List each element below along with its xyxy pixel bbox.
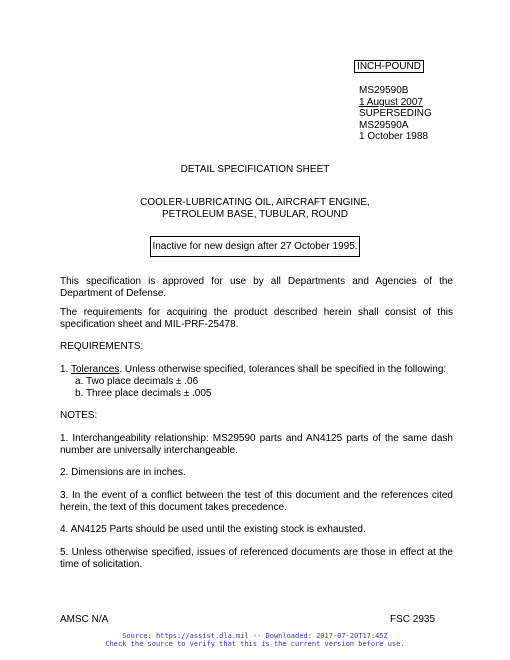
previous-doc-number: MS29590A [359,119,409,131]
title-line-2: PETROLEUM BASE, TUBULAR, ROUND [162,209,348,220]
inch-pound-label: INCH-POUND [354,60,424,73]
source-line-2: Check the source to verify that this is the current version before use. [105,640,405,648]
amsc-label: AMSC N/A [60,614,109,625]
source-notice [0,632,510,648]
notes-heading: NOTES: [60,410,98,421]
acquisition-paragraph: The requirements for acquiring the product described herein shall consist of this specification sheet and MIL-PRF-25478. [60,307,453,330]
approval-paragraph: This specification is approved for use by all Departments and Agencies of the Department of Defense. [60,276,453,299]
title-line-1: COOLER-LUBRICATING OIL, AIRCRAFT ENGINE, [140,197,370,208]
requirements-heading: REQUIREMENTS: [60,341,144,352]
requirement-number: 1. [60,364,69,375]
inactive-notice: Inactive for new design after 27 October 1995. [150,236,360,257]
tolerance-sub-a: a. Two place decimals ± .06 [75,376,199,387]
doc-number: MS29590B [359,85,409,96]
sheet-type-heading: DETAIL SPECIFICATION SHEET [180,164,330,175]
note-5: 5. Unless otherwise specified, issues of referenced documents are those in effect at the time of solicitation. [60,547,453,570]
source-line-1: Source: https://assist.dla.mil -- Downloaded: 2017-07-20T17:45Z [122,632,388,640]
note-2: 2. Dimensions are in inches. [60,467,186,478]
note-3: 3. In the event of a conflict between the test of this document and the references cited herein, the text of this document takes precedence. [60,490,453,513]
previous-doc-date: 1 October 1988 [359,131,428,142]
requirement-text: . Unless otherwise specified, tolerances shall be specified in the following: [119,364,447,375]
note-4: 4. AN4125 Parts should be used until the existing stock is exhausted. [60,524,366,535]
doc-date: 1 August 2007 [359,96,423,108]
fsc-label: FSC 2935 [390,614,436,625]
requirement-item-1 [60,364,453,376]
tolerances-term: Tolerances [70,364,120,375]
document-identification [359,85,432,143]
note-1: 1. Interchangeability relationship: MS29590 parts and AN4125 parts of the same dash number are universally interchangeable. [60,433,453,456]
tolerance-sub-b: b. Three place decimals ± .005 [75,388,212,399]
superseding-label: SUPERSEDING [359,108,432,119]
